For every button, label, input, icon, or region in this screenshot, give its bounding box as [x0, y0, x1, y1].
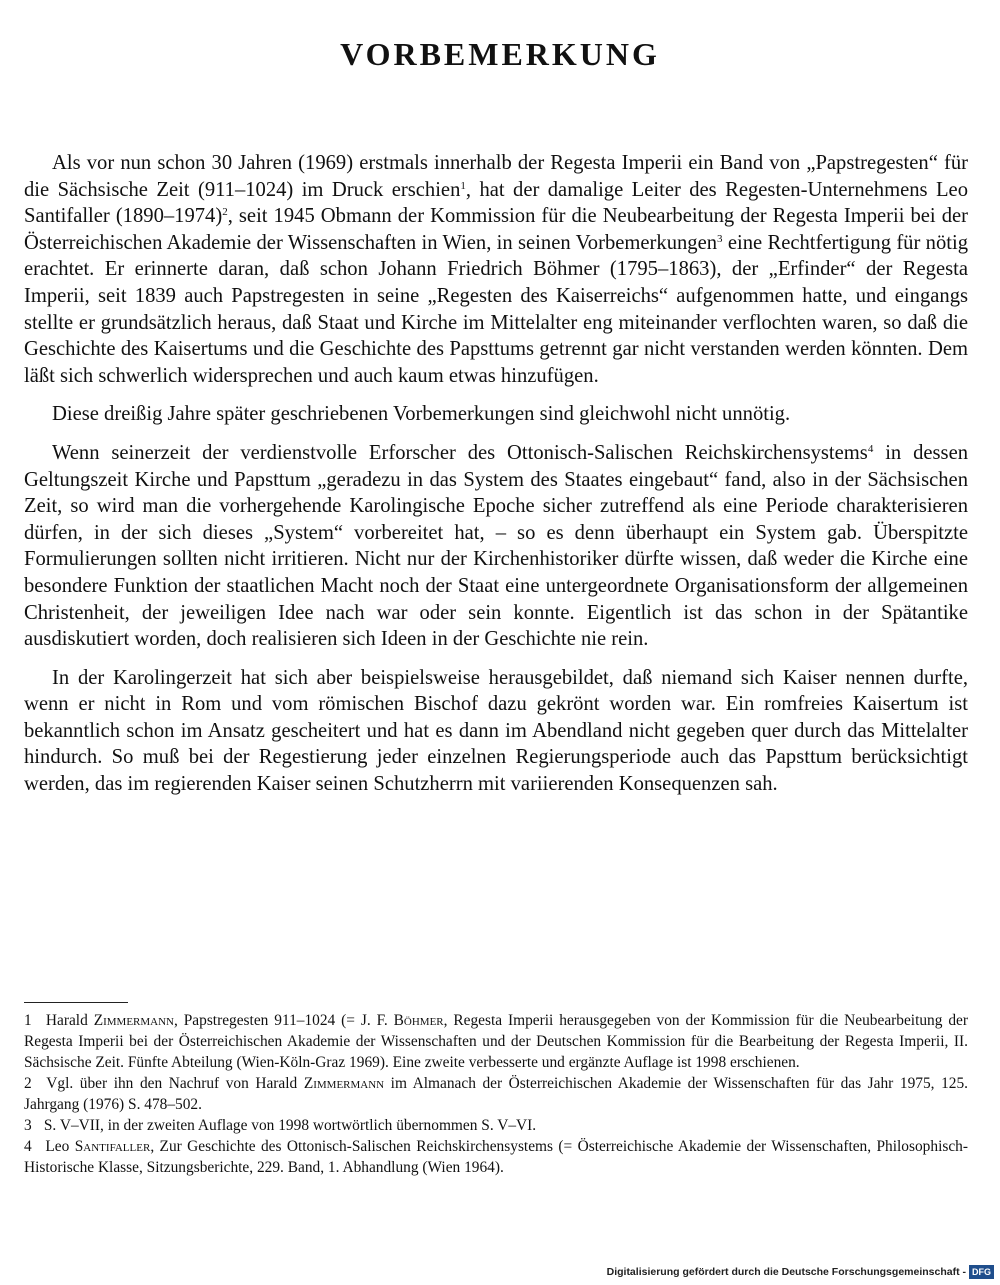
paragraph-1-text-a: Als vor nun schon 30 Jahren (1969) erstmals innerhalb der Regesta Imperii ein Band von „Papstregesten“ für die Sächsische Zeit (911–1024) im Druck erschien [24, 152, 968, 201]
footnote-2-text-b: im Almanach der Österreichischen Akademie der Wissenschaften für das Jahr 1975, 125. Jahrgang (1976) S. 478–502. [24, 1075, 969, 1113]
footnote-ref-2[interactable]: 2 [222, 206, 228, 219]
paragraph-1-text-b: , hat der damalige Leiter des Regesten-Unternehmens Leo Santifaller (1890–1974) [24, 178, 968, 228]
footnote-4-text-b: , Zur Geschichte des Ottonisch-Salischen Reichskirchensystems (= Österreichische Akademie der Wissenschaften, Philosophisch-Historische Klasse, Sitzungsberichte, 229. Band, 1. Abhandlung (Wien 1964). [24, 1138, 968, 1176]
dfg-logo-icon: DFG [969, 1265, 994, 1279]
footnotes [24, 1010, 968, 1178]
paragraph-1-text-d: eine Rechtfertigung für nötig erachtet. Er erinnerte daran, daß schon Johann Friedrich Böhmer (1795–1863), der „Erfinder“ der Regesta Imperii, seit 1839 auch Papstregesten in seine „Regesten des Kaiserreichs“ aufgenommen hatte, und eingangs stellte er grundsätzlich heraus, daß Staat und Kirche im Mittelalter eng miteinander verflochten waren, so daß die Geschichte des Kaisertums und die Geschichte des Papsttums getrennt gar nicht verstanden werden könnten. Dem läßt sich schwerlich widersprechen und auch kaum etwas hinzufügen. [24, 231, 968, 387]
paragraph-1-text-c: , seit 1945 Obmann der Kommission für die Neubearbeitung der Regesta Imperii bei der Österreichischen Akademie der Wissenschaften in Wien, in seinen Vorbemerkungen [24, 205, 968, 254]
dfg-credit [607, 1265, 994, 1279]
footnote-2-text-a: Vgl. über ihn den Nachruf von Harald [46, 1075, 304, 1092]
footnote-1-text-b: , Papstregesten 911–1024 (= J. F. [173, 1012, 394, 1029]
paragraph-3-text-b: in dessen Geltungszeit Kirche und Papsttum „geradezu in das System des Staates eingebaut“ fand, also in der Sächsischen Zeit, so wird man die vorhergehende Karolingische Epoche sicher zutreffend als eine Periode charakterisieren dürfen, in der sich dieses „System“ vorbereitet hat, – so es denn überhaupt ein System gab. Überspitzte Formulierungen sollten nicht irritieren. Nicht nur der Kirchenhistoriker dürfte wissen, daß weder die Kirche eine besondere Funktion der staatlichen Macht noch der Staat eine untergeordnete Organisationsform der allgemeinen Christenheit, der jeweiligen Idee nach war oder sein konnte. Eigentlich ist das schon in der Spätantike ausdiskutiert worden, doch realisieren sich Ideen in der Geschichte nie rein. [24, 441, 969, 651]
page-title: VORBEMERKUNG [340, 36, 660, 72]
paragraph-3-text-a: Wenn seinerzeit der verdienstvolle Erforscher des Ottonisch-Salischen Reichskirchensystems [52, 441, 868, 464]
footnote-number: 1 [24, 1012, 32, 1029]
paragraph-2: Diese dreißig Jahre später geschriebenen Vorbemerkungen sind gleichwohl nicht unnötig. [52, 403, 791, 426]
footnote-ref-3[interactable]: 3 [717, 232, 723, 245]
main-text [24, 150, 968, 810]
paragraph-1 [24, 150, 968, 389]
footnote-number: 2 [24, 1075, 32, 1092]
footnote-3 [24, 1115, 968, 1136]
footnote-2 [24, 1073, 968, 1115]
footnote-1-text-c: , Regesta Imperii herausgegeben von der Kommission für die Neubearbeitung der Regesta Imperii bei der Österreichischen Akademie der Wissenschaften und der Deutschen Kommission für die Bearbeitung der Regesta Imperii, II. Sächsische Zeit. Fünfte Abteilung (Wien-Köln-Graz 1969). Eine zweite verbesserte und ergänzte Auflage ist 1998 erschienen. [24, 1012, 968, 1071]
paragraph-4: In der Karolingerzeit hat sich aber beispielsweise herausgebildet, daß niemand sich Kaiser nennen durfte, wenn er nicht in Rom und vom römischen Bischof dazu gekrönt worden war. Ein romfreies Kaisertum ist bekanntlich schon im Ansatz gescheitert und hat es dann im Abendland nicht gegeben quer durch das Mittelalter hindurch. So muß bei der Regestierung jeder einzelnen Regierungsperiode auch das Papsttum berücksichtigt werden, das im regierenden Kaiser seinen Schutzherrn mit variierenden Konsequenzen sah. [24, 666, 968, 796]
credit-text: Digitalisierung gefördert durch die Deutsche Forschungsgemeinschaft - [606, 1266, 966, 1278]
footnote-number: 4 [24, 1138, 32, 1155]
author-name: Zimmermann [303, 1075, 385, 1092]
footnote-4 [24, 1136, 968, 1178]
author-name: Zimmermann [93, 1012, 174, 1029]
footnote-4-text-a: Leo [45, 1138, 75, 1155]
author-name: Santifaller [74, 1138, 151, 1155]
footnote-3-text: S. V–VII, in der zweiten Auflage von 1998 wortwörtlich übernommen S. V–VI. [43, 1117, 537, 1134]
footnote-1 [24, 1010, 968, 1073]
paragraph-3 [24, 440, 968, 653]
footnote-ref-1[interactable]: 1 [460, 179, 466, 192]
footnote-divider [24, 1002, 128, 1003]
author-name: Böhmer [393, 1012, 444, 1029]
footnote-number: 3 [24, 1117, 32, 1134]
footnote-1-text-a: Harald [45, 1012, 94, 1029]
footnote-ref-4[interactable]: 4 [867, 442, 874, 455]
